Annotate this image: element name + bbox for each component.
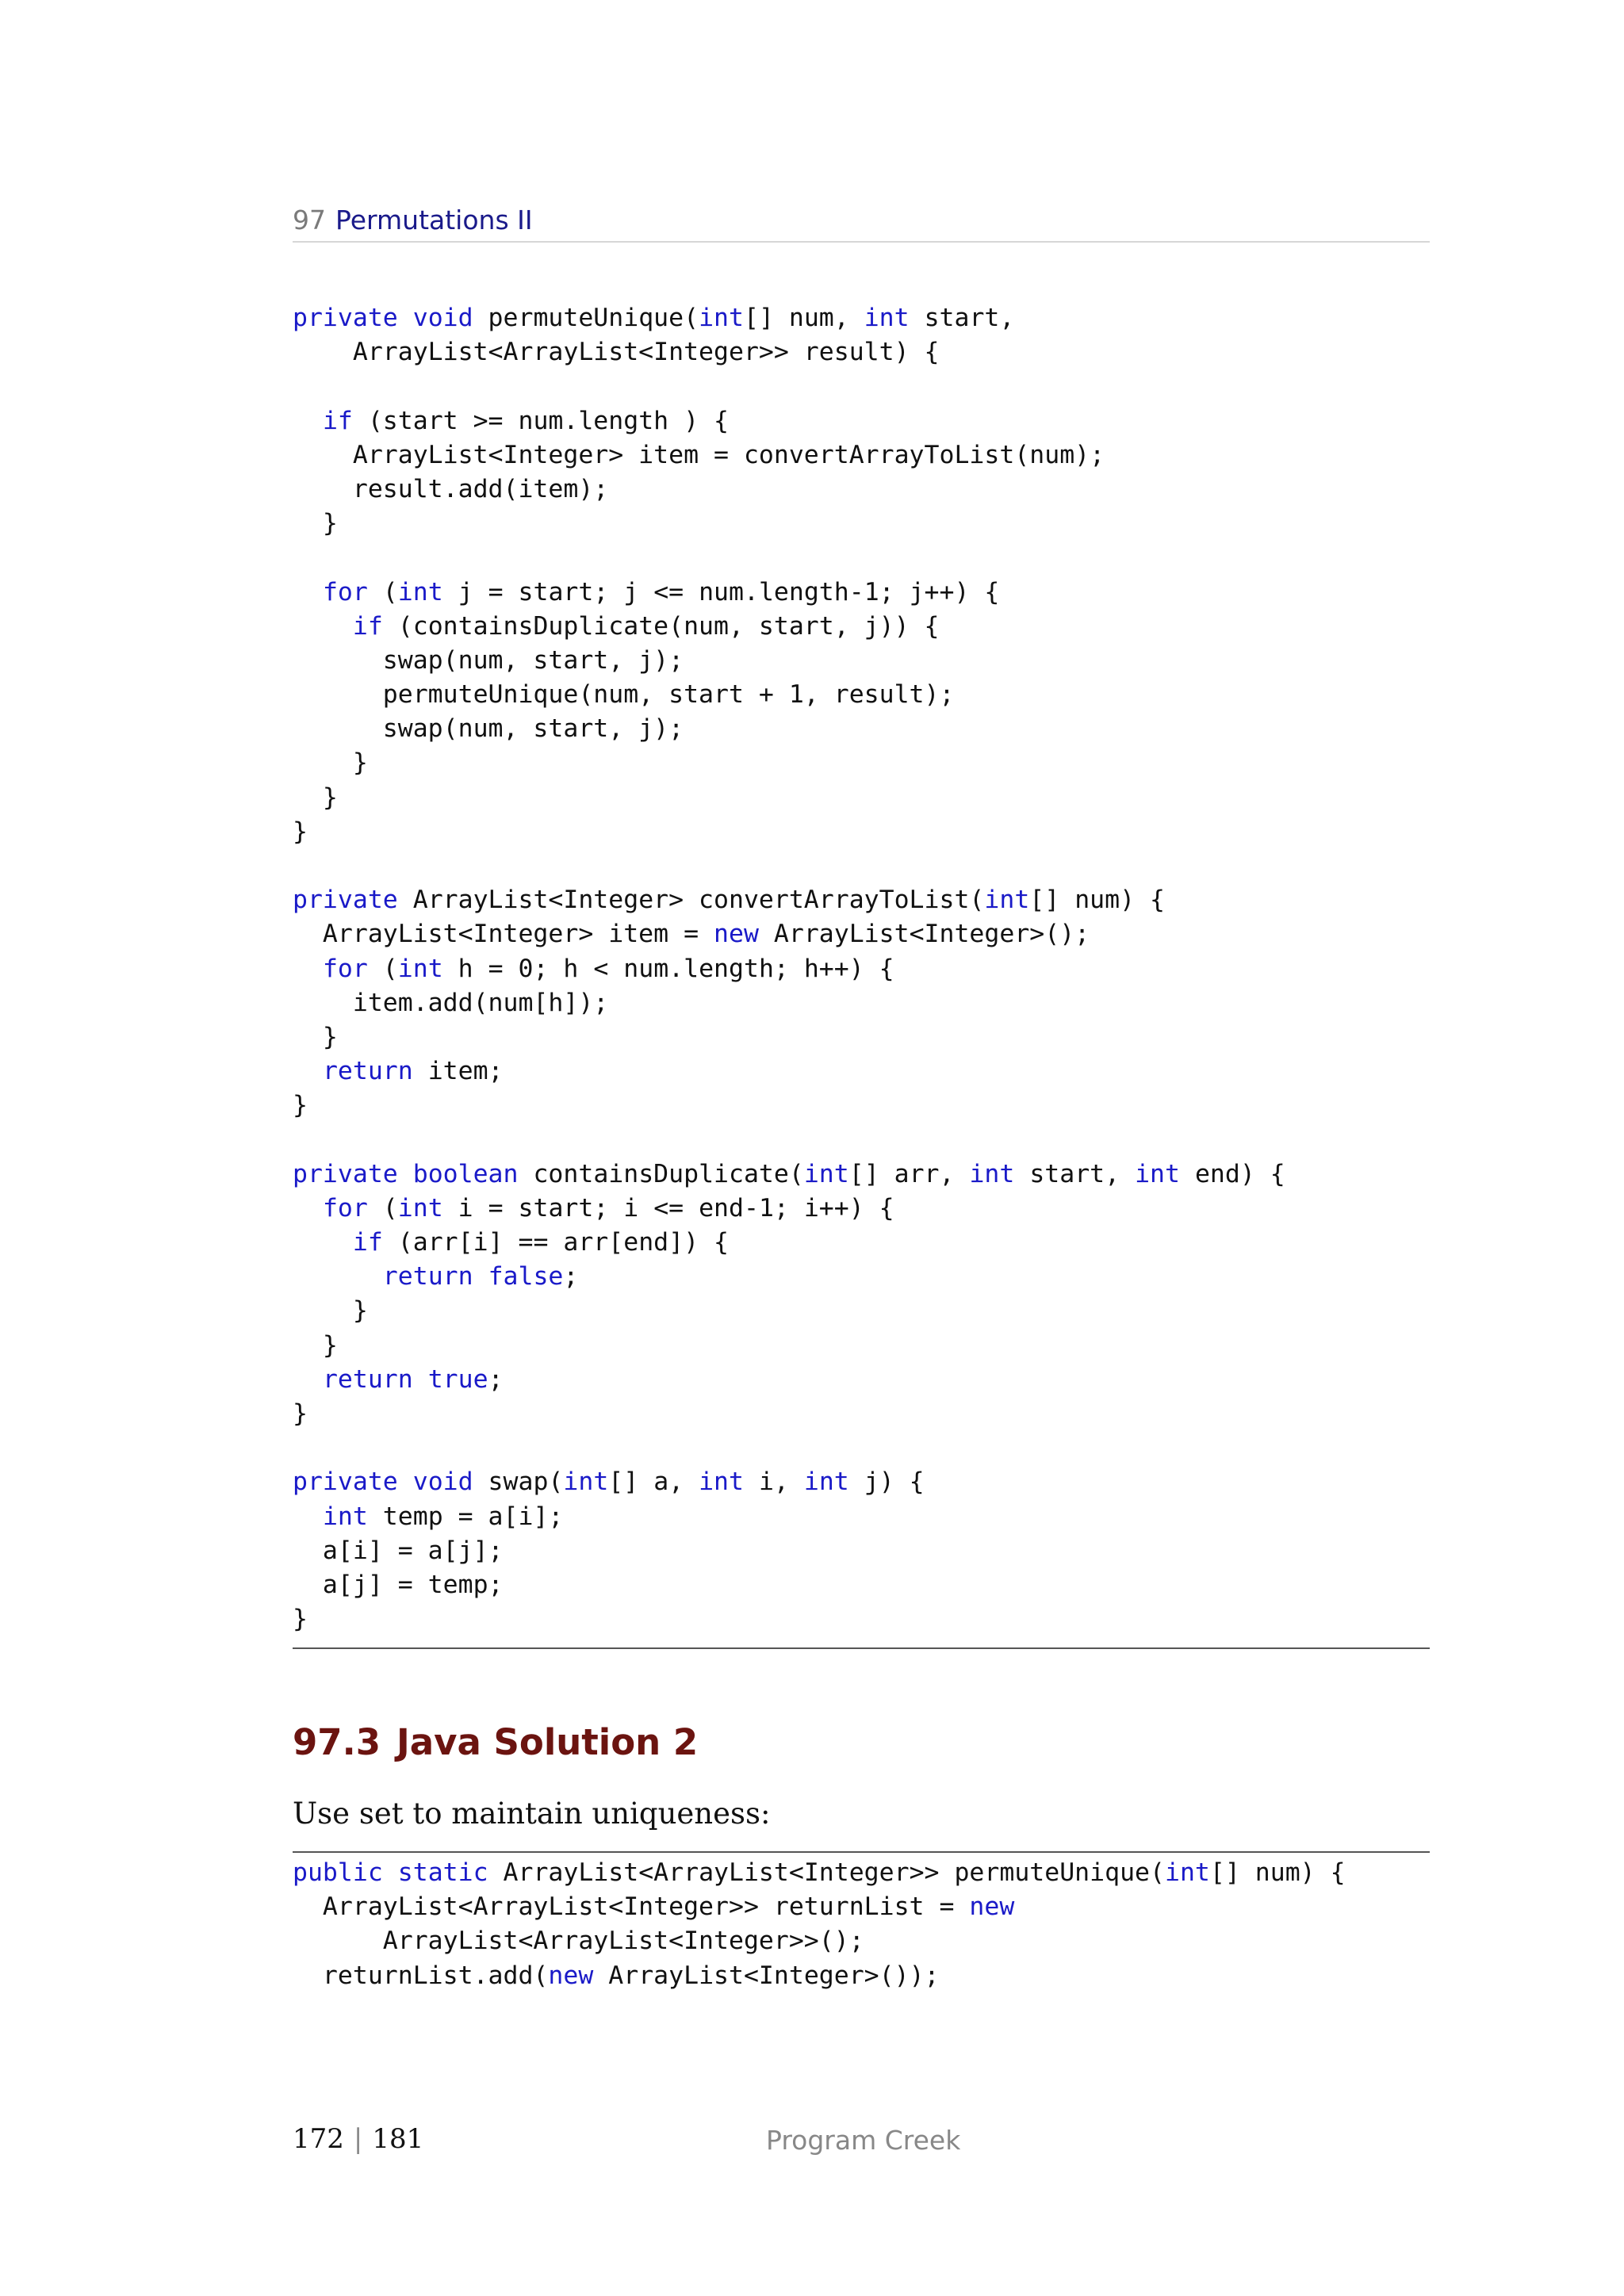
code-keyword: int — [1135, 1159, 1180, 1188]
code-line — [293, 507, 1430, 541]
code-text: start, — [1014, 1159, 1136, 1188]
code-text: ( — [367, 1193, 398, 1223]
code-keyword: false — [488, 1262, 564, 1292]
code-text: ArrayList<Integer>(); — [758, 920, 1090, 949]
code-block-1 — [293, 301, 1430, 1636]
code-text: item.add(num[h]); — [293, 988, 609, 1017]
code-text: swap(num, start, j); — [293, 714, 684, 744]
code-keyword: if — [352, 611, 383, 641]
code-text — [293, 612, 353, 641]
code-text: } — [293, 1022, 338, 1051]
code-keyword: int — [1164, 1858, 1210, 1887]
code-text: i = start; i <= end-1; i++) { — [442, 1193, 894, 1223]
code-line — [293, 678, 1430, 712]
code-keyword: private — [293, 886, 398, 915]
code-text: a[i] = a[j]; — [293, 1536, 504, 1565]
code-text — [293, 1194, 323, 1223]
code-line — [293, 849, 1430, 883]
code-line — [293, 438, 1430, 473]
code-text: swap(num, start, j); — [293, 645, 684, 675]
code-block-bottom-rule — [293, 1647, 1430, 1649]
code-text: [] num) { — [1209, 1858, 1346, 1887]
code-line — [293, 1397, 1430, 1431]
code-line — [293, 1123, 1430, 1158]
code-line — [293, 1959, 1430, 1993]
code-text: } — [293, 817, 308, 846]
code-keyword: private — [293, 1468, 398, 1497]
code-line — [293, 1089, 1430, 1123]
code-line — [293, 335, 1430, 369]
code-line — [293, 1465, 1430, 1499]
code-text: [] a, — [608, 1468, 699, 1497]
code-text — [293, 1057, 323, 1085]
code-text: h = 0; h < num.length; h++) { — [442, 954, 894, 983]
code-keyword: true — [427, 1364, 488, 1394]
code-text: } — [293, 1296, 368, 1326]
code-line — [293, 1602, 1430, 1636]
code-text: ArrayList<ArrayList<Integer>>(); — [293, 1927, 864, 1956]
code-line — [293, 986, 1430, 1020]
code-text: ; — [488, 1364, 504, 1394]
code-keyword: for — [322, 1193, 368, 1223]
code-text — [293, 407, 323, 435]
code-text — [398, 1160, 413, 1188]
code-text: i, — [744, 1468, 804, 1497]
code-text: ArrayList<ArrayList<Integer>> returnList = — [293, 1892, 970, 1922]
code-line — [293, 541, 1430, 575]
code-keyword: if — [322, 406, 353, 435]
code-line — [293, 1294, 1430, 1328]
page-number — [293, 2123, 423, 2155]
code-keyword: if — [352, 1228, 383, 1257]
code-keyword: new — [548, 1961, 594, 1990]
code-text: returnList.add( — [293, 1961, 549, 1990]
chapter-number: 97 — [293, 205, 326, 235]
code-keyword: int — [699, 304, 744, 332]
footer-brand: Program Creek — [766, 2125, 961, 2156]
code-line — [293, 369, 1430, 404]
code-text: start, — [909, 304, 1015, 332]
code-text: ArrayList<Integer> item = — [293, 920, 714, 949]
code-keyword: int — [699, 1468, 744, 1497]
code-text: (arr[i] == arr[end]) { — [382, 1228, 729, 1257]
section-number: 97.3 — [293, 1721, 381, 1763]
code-line — [293, 301, 1430, 335]
code-line — [293, 1329, 1430, 1363]
code-text: containsDuplicate( — [518, 1159, 804, 1188]
code-keyword: int — [322, 1502, 368, 1531]
code-line — [293, 1924, 1430, 1958]
code-line — [293, 610, 1430, 644]
code-text: } — [293, 509, 338, 538]
code-text — [413, 1365, 428, 1394]
code-text — [383, 1858, 398, 1887]
code-line — [293, 815, 1430, 849]
code-line — [293, 917, 1430, 951]
code-line — [293, 1158, 1430, 1192]
code-text: permuteUnique(num, start + 1, result); — [293, 680, 955, 710]
code-text: ArrayList<ArrayList<Integer>> permuteUnique( — [488, 1858, 1165, 1887]
code-line — [293, 644, 1430, 678]
code-line — [293, 1431, 1430, 1465]
code-keyword: int — [397, 954, 443, 983]
code-text: ( — [367, 954, 398, 983]
code-keyword: private — [293, 1159, 398, 1188]
page-current: 172 — [293, 2123, 344, 2155]
code-text — [293, 1502, 323, 1531]
code-keyword: boolean — [412, 1159, 519, 1188]
running-header — [293, 205, 1430, 243]
code-line — [293, 1192, 1430, 1226]
chapter-title: Permutations II — [335, 205, 533, 235]
code-line — [293, 746, 1430, 780]
code-text: end) { — [1179, 1159, 1285, 1188]
code-line — [293, 1534, 1430, 1568]
code-line — [293, 1568, 1430, 1602]
code-text — [293, 1262, 383, 1291]
code-text: swap( — [473, 1468, 564, 1497]
code-text: j = start; j <= num.length-1; j++) { — [442, 577, 1000, 607]
code-line — [293, 473, 1430, 507]
code-keyword: return — [322, 1364, 413, 1394]
code-line — [293, 1260, 1430, 1294]
code-line — [293, 883, 1430, 917]
code-text: } — [293, 1330, 338, 1360]
code-keyword: int — [864, 304, 910, 332]
code-text: } — [293, 1399, 308, 1428]
code-text: ArrayList<Integer>()); — [593, 1961, 940, 1990]
code-text: } — [293, 783, 338, 812]
code-keyword: void — [412, 304, 473, 332]
code-text — [293, 955, 323, 983]
body-paragraph: Use set to maintain uniqueness: — [293, 1797, 771, 1831]
code-text — [293, 578, 323, 607]
code-keyword: public — [293, 1858, 383, 1887]
code-line — [293, 1363, 1430, 1397]
code-text: j) { — [848, 1468, 925, 1497]
code-line — [293, 781, 1430, 815]
code-text: } — [293, 1605, 308, 1634]
code-block-top-rule — [293, 1851, 1430, 1853]
code-line — [293, 712, 1430, 746]
code-keyword: for — [322, 577, 368, 607]
section-heading — [293, 1720, 698, 1765]
code-keyword: private — [293, 304, 398, 332]
code-text: } — [293, 748, 368, 778]
code-text: ArrayList<Integer> item = convertArrayToList(num); — [293, 440, 1105, 469]
code-text: (start >= num.length ) { — [352, 406, 729, 435]
code-text: ArrayList<ArrayList<Integer>> result) { — [293, 338, 940, 367]
code-text — [293, 1228, 353, 1257]
code-keyword: for — [322, 954, 368, 983]
section-title: Java Solution 2 — [396, 1721, 699, 1763]
page-separator: | — [353, 2123, 363, 2155]
code-line — [293, 1500, 1430, 1534]
code-text: permuteUnique( — [473, 304, 699, 332]
code-text — [293, 1365, 323, 1394]
code-keyword: int — [984, 886, 1030, 915]
code-keyword: int — [803, 1468, 849, 1497]
code-text: } — [293, 1091, 308, 1120]
code-keyword: new — [969, 1892, 1015, 1922]
code-text: [] num) { — [1029, 886, 1165, 915]
code-block-2 — [293, 1856, 1430, 1993]
code-text: a[j] = temp; — [293, 1570, 504, 1599]
code-keyword: void — [412, 1468, 473, 1497]
code-line — [293, 576, 1430, 610]
code-text — [398, 304, 413, 332]
code-text — [398, 1468, 413, 1496]
code-text: ArrayList<Integer> convertArrayToList( — [397, 886, 985, 915]
code-text: item; — [412, 1057, 504, 1086]
code-line — [293, 404, 1430, 438]
code-keyword: int — [969, 1159, 1015, 1188]
code-keyword: int — [397, 1193, 443, 1223]
code-text: [] num, — [743, 304, 864, 332]
code-line — [293, 1020, 1430, 1054]
code-keyword: int — [397, 577, 443, 607]
code-text: ; — [563, 1262, 579, 1292]
code-keyword: return — [382, 1262, 473, 1292]
code-text: result.add(item); — [293, 474, 609, 503]
code-keyword: int — [563, 1468, 609, 1497]
page-total: 181 — [372, 2123, 424, 2155]
code-line — [293, 952, 1430, 986]
code-keyword: new — [714, 920, 759, 949]
code-text — [473, 1262, 488, 1291]
code-line — [293, 1226, 1430, 1260]
code-keyword: static — [397, 1858, 488, 1887]
code-line — [293, 1856, 1430, 1890]
code-text: (containsDuplicate(num, start, j)) { — [382, 611, 940, 641]
code-line — [293, 1890, 1430, 1924]
code-text: ( — [367, 577, 398, 607]
code-text: temp = a[i]; — [367, 1502, 564, 1531]
code-keyword: return — [322, 1057, 413, 1086]
code-keyword: int — [803, 1159, 849, 1188]
code-line — [293, 1054, 1430, 1089]
code-text: [] arr, — [848, 1159, 970, 1188]
